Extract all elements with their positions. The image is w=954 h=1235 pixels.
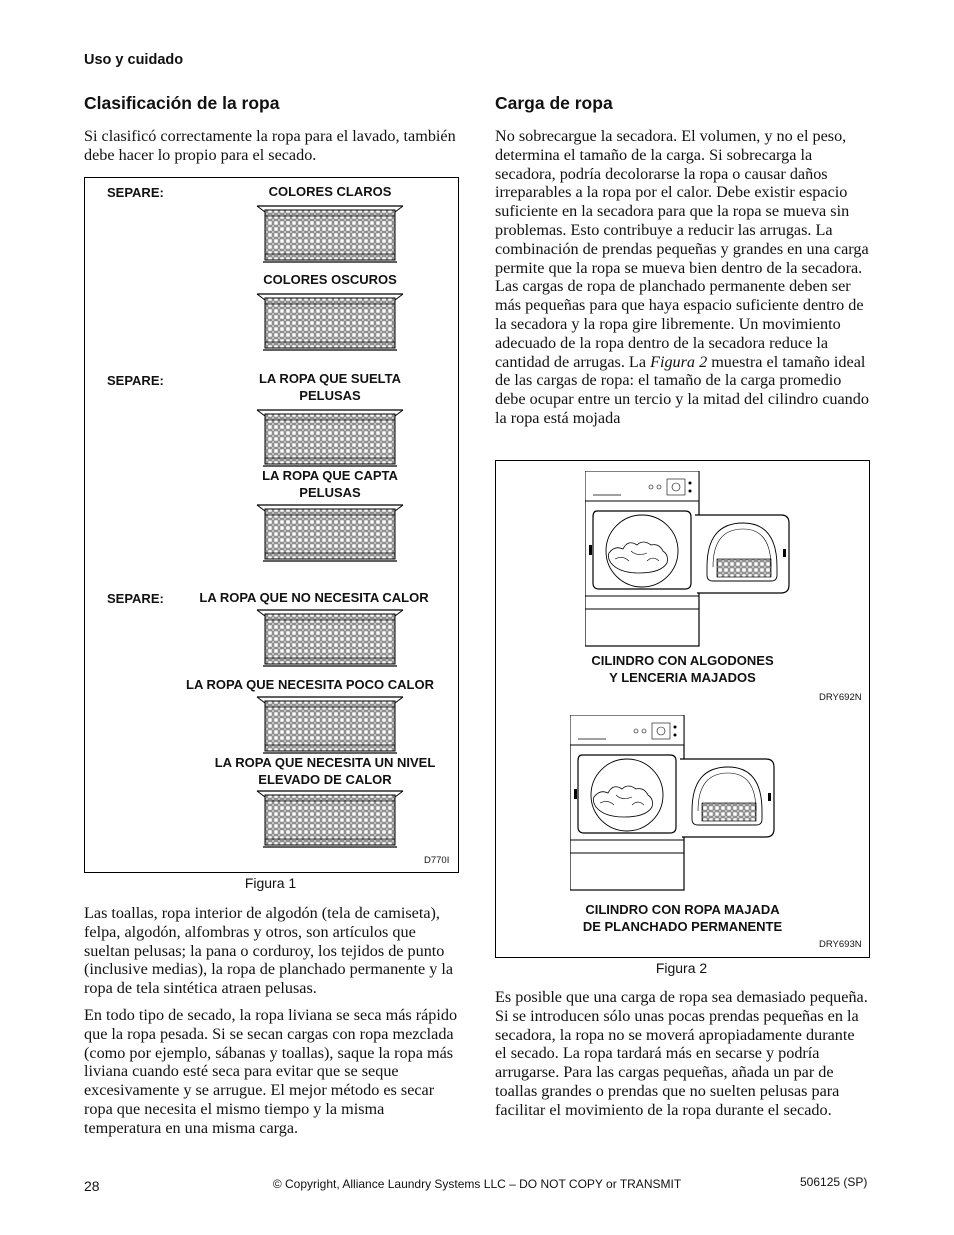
- dryer-permanent-press-drawing: [570, 715, 776, 893]
- paragraph-text: Es posible que una carga de ropa sea demasiado pequeña. Si se introducen sólo unas pocas prendas pequeñas en la secadora, la ropa no se moverá apropiadamente durante el secado. La ropa tardará más en secarse y podría arrugarse. Para las cargas pequeñas, añada un par de toallas grandes o prendas que no suelten pelusas para facilitar el movimiento de la ropa durante el secado.: [495, 988, 868, 1119]
- paragraph-secado: [84, 1006, 459, 1138]
- label-line: CILINDRO CON ALGODONES: [591, 653, 774, 668]
- section-header: Uso y cuidado: [84, 52, 184, 68]
- text-part: muestra el tamaño ideal de las cargas de ropa: el tamaño de la carga promedio debe ocupar entre un tercio y la mitad del cilindro cuando la ropa está mojada: [495, 352, 869, 427]
- separe-label: SEPARE:: [107, 185, 164, 200]
- separe-label: SEPARE:: [107, 373, 164, 388]
- separe-label: SEPARE:: [107, 591, 164, 606]
- label-cilindro-planchado: [556, 901, 809, 935]
- intro-text: Si clasificó correctamente la ropa para el lavado, también debe hacer lo propio para el secado.: [84, 127, 456, 164]
- basket-icon: [255, 290, 405, 354]
- paragraph-text: En todo tipo de secado, la ropa liviana se seca más rápido que la ropa pesada. Si se secan cargas con ropa mezclada (como por ejemplo, sábanas y toallas), saque la ropa más liviana cuando esté seca para evitar que se seque excesivamente y se arrugue. El mejor método es secar ropa que necesita el mismo tiempo y la misma temperatura en una misma carga.: [84, 1006, 458, 1137]
- label-line: CILINDRO CON ROPA MAJADA: [585, 902, 780, 917]
- label-colores-claros: COLORES CLAROS: [268, 184, 392, 199]
- label-poco-calor: LA ROPA QUE NECESITA POCO CALOR: [186, 677, 434, 692]
- paragraph-carga-pequena: [495, 988, 870, 1120]
- document-id: 506125 (SP): [800, 1175, 868, 1189]
- section-title-carga: Carga de ropa: [495, 93, 613, 113]
- basket-icon: [255, 693, 405, 757]
- paragraph-text: Las toallas, ropa interior de algodón (tela de camiseta), felpa, algodón, alfombras y otros, son artículos que sueltan pelusas; la pana o corduroy, los tejidos de punto (inclusive medias), la ropa de planchado permanente y la ropa de tela sintética atraen pelusas.: [84, 904, 454, 998]
- basket-icon: [255, 606, 405, 670]
- label-cilindro-algodones: [556, 652, 809, 686]
- label-elevado-calor: LA ROPA QUE NECESITA UN NIVEL ELEVADO DE CALOR: [214, 755, 436, 787]
- paragraph-pelusas: [84, 904, 459, 998]
- label-line: DE PLANCHADO PERMANENTE: [582, 919, 783, 934]
- figure-1-caption: Figura 1: [244, 875, 297, 891]
- label-capta-pelusas: LA ROPA QUE CAPTA PELUSAS: [262, 468, 398, 500]
- basket-icon: [255, 406, 405, 470]
- page-number: 28: [84, 1178, 100, 1194]
- label-no-calor: LA ROPA QUE NO NECESITA CALOR: [199, 590, 429, 605]
- intro-paragraph: [84, 127, 456, 165]
- basket-icon: [255, 202, 405, 266]
- figure-code: DRY693N: [819, 939, 862, 950]
- paragraph-text: [495, 127, 870, 428]
- figure-2-caption: Figura 2: [655, 960, 708, 976]
- figure-code: D770I: [424, 855, 450, 866]
- copyright-notice: © Copyright, Alliance Laundry Systems LLC – DO NOT COPY or TRANSMIT: [272, 1177, 682, 1191]
- figure-1-box: [84, 177, 459, 873]
- label-line: Y LENCERIA MAJADOS: [609, 670, 756, 685]
- basket-icon: [255, 787, 405, 851]
- section-title-clasificacion: Clasificación de la ropa: [84, 93, 280, 113]
- basket-icon: [255, 501, 405, 565]
- figure-reference: Figura 2: [650, 352, 708, 371]
- text-part: No sobrecargue la secadora. El volumen, y no el peso, determina el tamaño de la carga. Si sobrecarga la secadora, podría decolorarse la ropa o causar daños irreparables a la ropa por el calor. Debe existir espacio suficiente en la secadora para que la ropa se mueva sin problemas. Esto contribuye a reducir las arrugas. La combinación de prendas pequeñas y grandes en una carga permite que la ropa se mueva bien dentro de la secadora. Las cargas de ropa de planchado permanente deben ser más pequeñas para que haya espacio suficiente dentro de la secadora y la ropa gire libremente. Un movimiento adecuado de la ropa dentro de la secadora reduce la cantidad de arrugas. La: [495, 127, 869, 371]
- figure-2-box: [495, 460, 870, 958]
- label-colores-oscuros: COLORES OSCUROS: [263, 272, 397, 287]
- dryer-cotton-load-drawing: [585, 471, 791, 649]
- paragraph-carga: [495, 127, 870, 428]
- figure-code: DRY692N: [819, 692, 862, 703]
- label-suelta-pelusas: LA ROPA QUE SUELTA PELUSAS: [258, 371, 402, 403]
